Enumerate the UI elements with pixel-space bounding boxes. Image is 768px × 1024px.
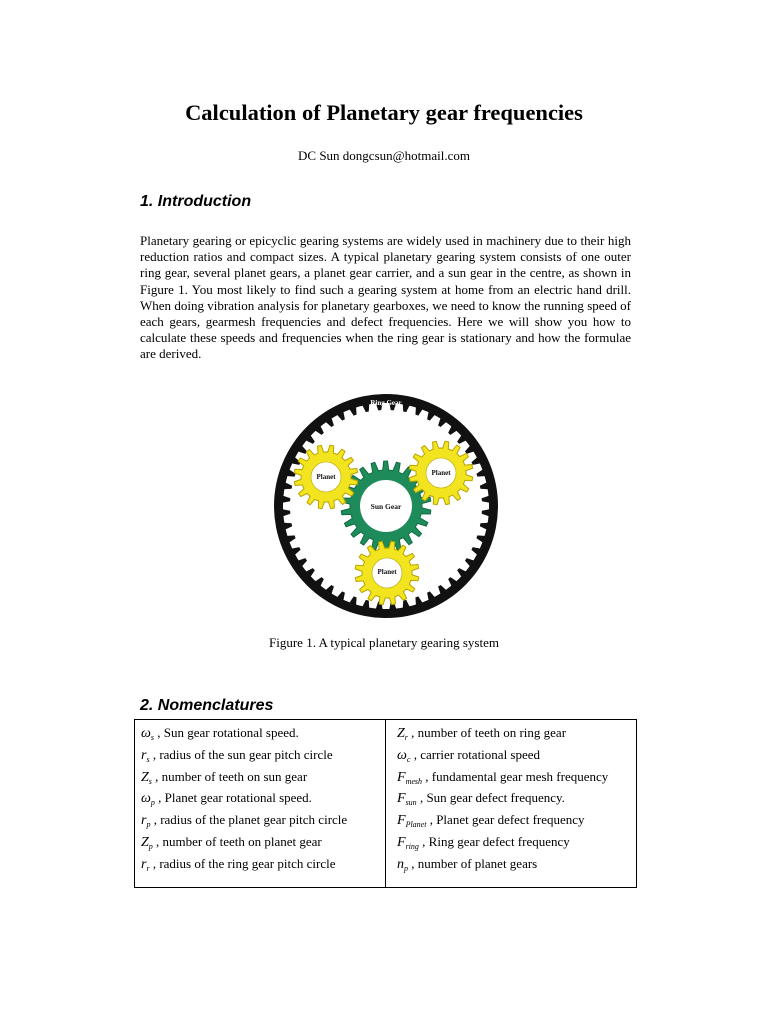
nomenclature-row: $\omega_c$ , carrier rotational speed [397,746,541,764]
planet-left-label: Planet [316,473,336,481]
figure-caption: Figure 1. A typical planetary gearing system [269,635,499,650]
nomenclature-row: $Z_r$ , number of teeth on ring gear [397,725,567,742]
ring-gear-label: Ring Gear [370,399,402,407]
table-column-divider [385,720,386,887]
planetary-gear-figure [273,391,499,626]
author-line: DC Sun dongcsun@hotmail.com [298,148,470,163]
introduction-paragraph: Planetary gearing or epicyclic gearing systems are widely used in machinery due to their high reduction ratios and compact sizes. A typical planetary gearing system consists of one outer ring gear, several planet gears, a planet gear carrier, and a sun gear in the centre, as shown in Figure 1. You most likely to find such a gearing system at home from an electric hand drill. When doing vibration analysis for planetary gearboxes, we need to know the running speed of each gears, gearmesh frequencies and defect frequencies. Here we will show you how to calculate these speeds and frequencies when the ring gear is stationary and how the formulae are derived. [140,233,631,362]
nomenclature-row: $F_{ring}$ , Ring gear defect frequency [397,833,570,851]
sun-gear-label: Sun Gear [370,502,402,511]
gear-diagram [273,391,499,621]
nomenclature-row: $F_{sun}$ , Sun gear defect frequency. [397,790,565,808]
planet-bottom-label: Planet [377,568,397,576]
nomenclature-left-column [141,723,347,876]
paper-title: Calculation of Planetary gear frequencies [185,100,583,125]
nomenclature-right-column [397,723,608,876]
nomenclature-row: $r_r$ , radius of the ring gear pitch circle [141,855,336,873]
nomenclature-row: $\omega_s$ , Sun gear rotational speed. [141,725,299,742]
nomenclature-row: $n_p$ , number of planet gears [397,855,538,873]
nomenclature-row: $F_{Planet}$ , Planet gear defect frequency [397,812,585,830]
section-heading-nomenclatures: 2. Nomenclatures [140,697,274,714]
nomenclature-row: $r_s$ , radius of the sun gear pitch circle [141,746,333,764]
section-heading-introduction: 1. Introduction [140,193,252,210]
nomenclature-row: $r_p$ , radius of the planet gear pitch circle [141,812,348,830]
nomenclature-table [134,719,637,888]
planet-right-label: Planet [431,469,451,477]
nomenclature-row: $Z_p$ , number of teeth on planet gear [141,833,322,851]
nomenclature-row: $F_{mesh}$ , fundamental gear mesh frequency [397,768,609,786]
nomenclature-row: $Z_s$ , number of teeth on sun gear [141,768,308,786]
nomenclature-row: $\omega_p$ , Planet gear rotational speed. [141,790,312,808]
